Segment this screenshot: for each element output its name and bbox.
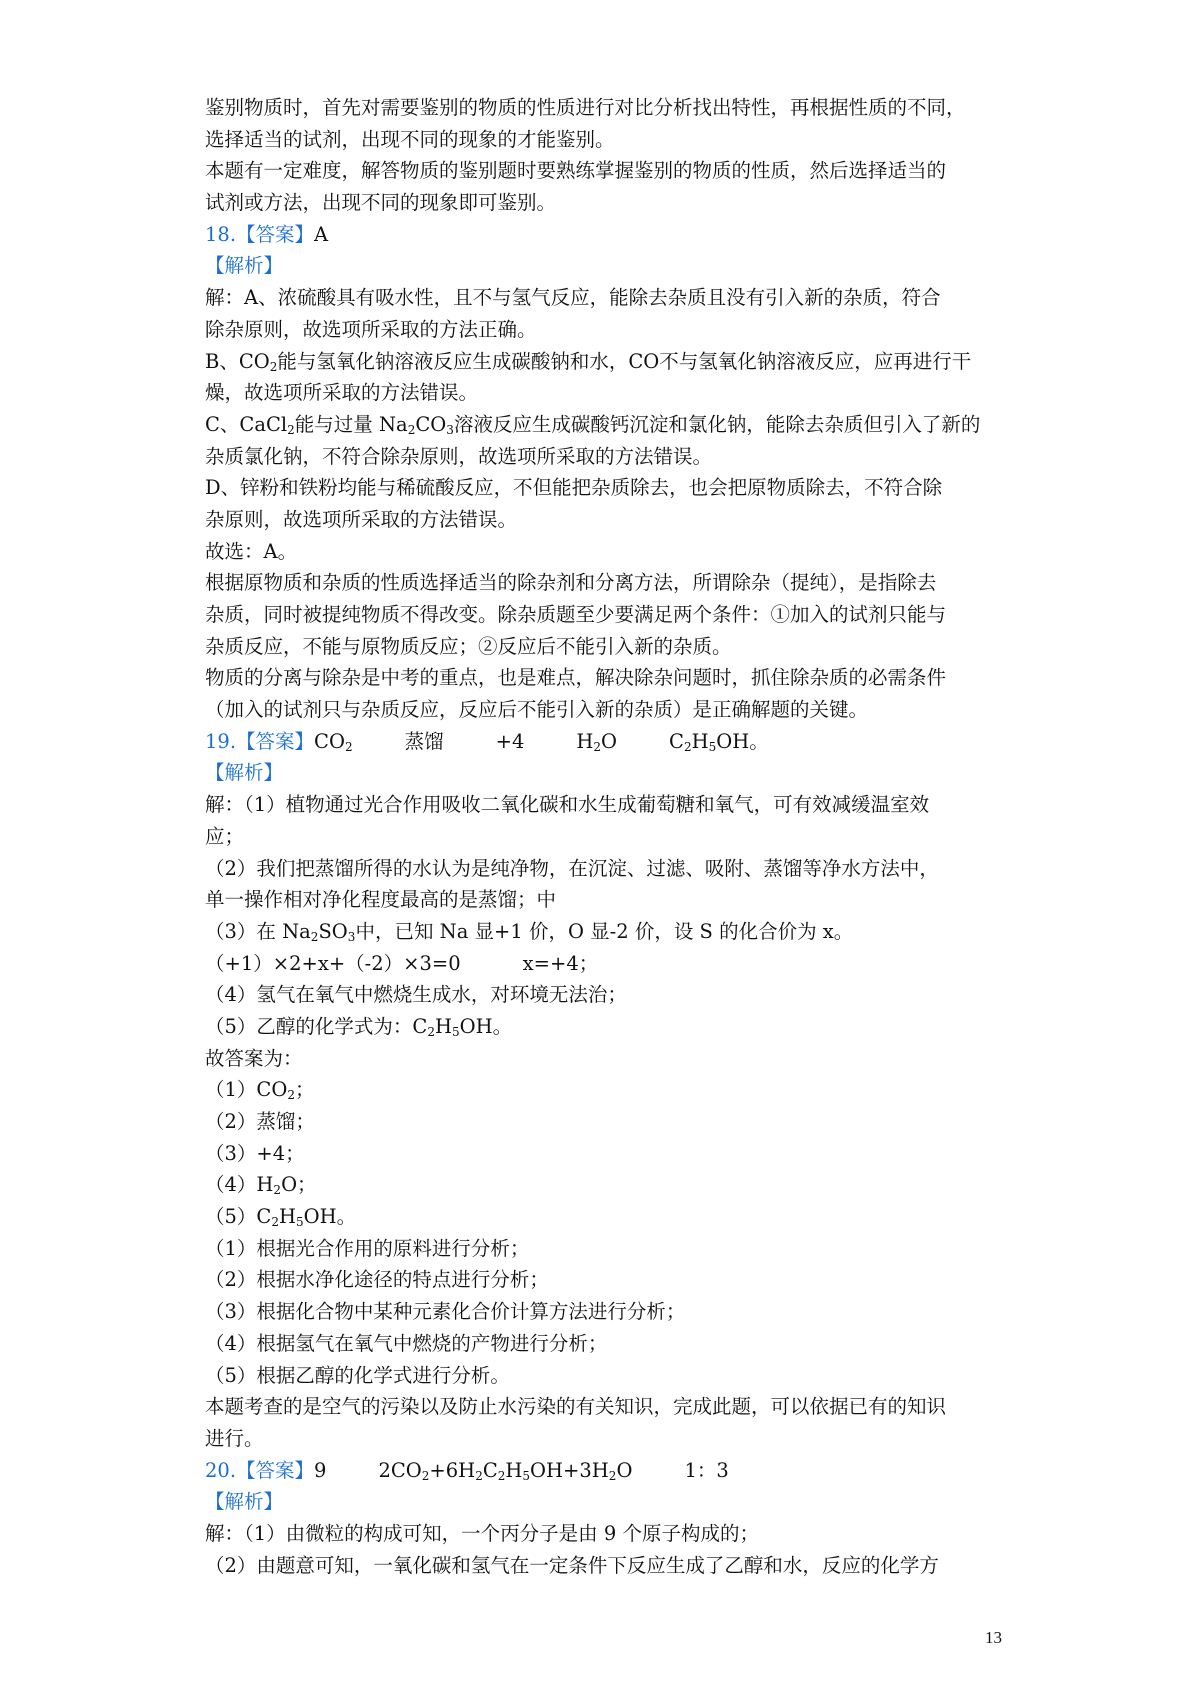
analysis-tag: 【解析】: [205, 254, 284, 278]
text-line: 本题考查的是空气的污染以及防止水污染的有关知识，完成此题，可以依据已有的知识: [205, 1395, 947, 1419]
text-line: 选择适当的试剂，出现不同的现象的才能鉴别。: [205, 127, 615, 151]
subscript: 2: [269, 359, 278, 374]
q20-answer-3: 1：3: [684, 1458, 729, 1482]
text-line: 杂质氯化钠，不符合除杂原则，故选项所采取的方法错误。: [205, 444, 713, 468]
subscript: 5: [708, 739, 717, 754]
text-line: 鉴别物质时，首先对需要鉴别的物质的性质进行对比分析找出特性，再根据性质的不同，: [205, 96, 966, 119]
subscript: 2: [427, 1024, 435, 1039]
subscript: 2: [310, 929, 319, 944]
formula: C: [482, 1458, 498, 1482]
text-span: 溶液反应生成碳酸钙沉淀和氯化钠，能除去杂质但引入了新的: [453, 412, 981, 436]
q19-answer-4: H: [576, 729, 594, 753]
q19-answer-1: CO: [314, 729, 345, 753]
text-line: D、锌粉和铁粉均能与稀硫酸反应，不但能把杂质除去，也会把原物质除去，不符合除: [205, 476, 943, 500]
formula: O: [616, 1458, 633, 1482]
text-line: [205, 409, 1010, 441]
formula: H: [434, 1014, 452, 1038]
text-line: 试剂或方法，出现不同的现象即可鉴别。: [205, 191, 557, 215]
formula: +6H: [429, 1458, 476, 1482]
text-line: （5）根据乙醇的化学式进行分析。: [205, 1363, 510, 1387]
formula: C、CaCl: [205, 412, 288, 436]
q19-answer-3: +4: [495, 729, 525, 753]
text-line: （加入的试剂只与杂质反应，反应后不能引入新的杂质）是正确解题的关键。: [205, 698, 869, 722]
text-span: 中，已知 Na 显+1 价，O 显-2 价，设 S 的化合价为 x。: [355, 919, 854, 943]
text-line: （1）根据光合作用的原料进行分析；: [205, 1236, 530, 1260]
subscript: 2: [271, 1215, 279, 1230]
subscript: 2: [683, 739, 692, 754]
text-line: 根据原物质和杂质的性质选择适当的除杂剂和分离方法，所谓除杂（提纯），是指除去: [205, 571, 937, 595]
formula: SO: [318, 919, 348, 943]
subscript: 2: [593, 739, 602, 754]
text-line: （2）由题意可知，一氧化碳和氢气在一定条件下反应生成了乙醇和水，反应的化学方: [205, 1553, 939, 1577]
q20-answer-1: 9: [314, 1458, 327, 1482]
text-span: x=+4；: [522, 951, 599, 975]
text-line: （2）根据水净化途径的特点进行分析；: [205, 1268, 549, 1292]
text-line: 解：A、浓硫酸具有吸水性，且不与氢气反应，能除去杂质且没有引入新的杂质，符合: [205, 286, 941, 310]
analysis-tag: 【解析】: [205, 1490, 284, 1514]
text-line: [205, 1201, 1010, 1233]
subscript: 3: [446, 422, 454, 437]
text-line: [205, 1074, 1010, 1106]
subscript: 5: [522, 1468, 531, 1483]
q19-answer-line: [205, 726, 1010, 758]
subscript: 3: [347, 929, 356, 944]
formula: OH。: [716, 729, 769, 753]
q18-answer: A: [314, 222, 329, 246]
text-span: （1）CO: [205, 1078, 288, 1102]
q18-number: 18.: [205, 222, 237, 246]
text-span: （4）H: [205, 1173, 274, 1197]
subscript: 5: [451, 1024, 460, 1039]
text-line: 故答案为：: [205, 1046, 303, 1070]
text-line: （2）我们把蒸馏所得的水认为是纯净物，在沉淀、过滤、吸附、蒸馏等净水方法中，: [205, 856, 939, 880]
q19-number: 19.: [205, 729, 237, 753]
formula: H: [691, 729, 709, 753]
formula: O: [601, 729, 618, 753]
text-line: 杂质反应，不能与原物质反应；②反应后不能引入新的杂质。: [205, 634, 732, 658]
text-span: （5）乙醇的化学式为：C: [205, 1014, 428, 1038]
text-span: 能与过量: [294, 412, 373, 436]
text-line: 杂质，同时被提纯物质不得改变。除杂质题至少要满足两个条件：①加入的试剂只能与: [205, 603, 947, 626]
text-line: [205, 1011, 1010, 1043]
subscript: 2: [273, 1183, 282, 1198]
q20-number: 20.: [205, 1458, 237, 1482]
text-line: 除杂原则，故选项所采取的方法正确。: [205, 317, 537, 341]
text-span: （+1）×2+x+（-2）×3=0: [205, 951, 461, 975]
q20-answer-2: 2CO: [378, 1458, 422, 1482]
q18-answer-line: [205, 219, 1010, 251]
subscript: 5: [295, 1215, 304, 1230]
answer-tag: 【答案】: [236, 729, 315, 753]
text-line: 故选：A。: [205, 539, 298, 563]
formula: OH。: [459, 1014, 513, 1038]
formula: H: [278, 1205, 296, 1229]
text-line: （4）氢气在氧气中燃烧生成水，对环境无法治；: [205, 983, 627, 1007]
text-line: 单一操作相对净化程度最高的是蒸馏；中: [205, 888, 557, 912]
formula: H: [505, 1458, 523, 1482]
answer-tag: 【答案】: [236, 222, 315, 246]
text-span: （5）C: [205, 1205, 272, 1229]
text-span: O；: [281, 1173, 317, 1197]
text-line: [205, 916, 1010, 948]
answer-tag: 【答案】: [236, 1458, 315, 1482]
text-line: （4）根据氢气在氧气中燃烧的产物进行分析；: [205, 1331, 608, 1355]
text-line: 解：（1）植物通过光合作用吸收二氧化碳和水生成葡萄糖和氧气，可有效减缓温室效: [205, 793, 930, 817]
formula: Na: [378, 412, 408, 436]
formula: CO: [415, 412, 447, 436]
formula: OH。: [303, 1205, 357, 1229]
subscript: 2: [497, 1468, 506, 1483]
text-span: ；: [294, 1078, 315, 1102]
subscript: 2: [608, 1468, 617, 1483]
text-line: 解：（1）由微粒的构成可知，一个丙分子是由 9 个原子构成的；: [205, 1521, 759, 1545]
q19-answer-2: 蒸馏: [404, 729, 444, 753]
text-line: [205, 346, 1010, 378]
subscript: 2: [421, 1468, 430, 1483]
text-line: [205, 1169, 1010, 1201]
text-line: 本题有一定难度，解答物质的鉴别题时要熟练掌握鉴别的物质的性质，然后选择适当的: [205, 159, 947, 183]
subscript: 2: [287, 422, 295, 437]
text-line: （2）蒸馏；: [205, 1110, 315, 1133]
text-span: （3）在 Na: [205, 919, 311, 943]
text-line: 应；: [205, 824, 245, 848]
subscript: 2: [287, 1088, 295, 1103]
subscript: 2: [475, 1468, 483, 1483]
text-line: （3）根据化合物中某种元素化合价计算方法进行分析；: [205, 1300, 686, 1324]
formula: OH+3H: [530, 1458, 609, 1482]
text-line: 燥，故选项所采取的方法错误。: [205, 381, 479, 405]
text-line: 杂原则，故选项所采取的方法错误。: [205, 507, 518, 531]
formula: B、CO: [205, 349, 270, 373]
q20-answer-line: [205, 1455, 1010, 1487]
text-span: 能与氢氧化钠溶液反应生成碳酸钠和水，CO不与氢氧化钠溶液反应，应再进行干: [277, 349, 972, 373]
text-line: 进行。: [205, 1426, 264, 1450]
text-line: 物质的分离与除杂是中考的重点，也是难点，解决除杂问题时，抓住除杂质的必需条件: [205, 666, 947, 690]
analysis-tag: 【解析】: [205, 761, 284, 785]
text-line: [205, 948, 1010, 980]
subscript: 2: [344, 739, 353, 754]
text-line: （3）+4；: [205, 1141, 305, 1165]
document-page: [205, 92, 1010, 1581]
q19-answer-5: C: [669, 729, 684, 753]
subscript: 2: [407, 422, 416, 437]
page-number: 13: [985, 1628, 1002, 1647]
